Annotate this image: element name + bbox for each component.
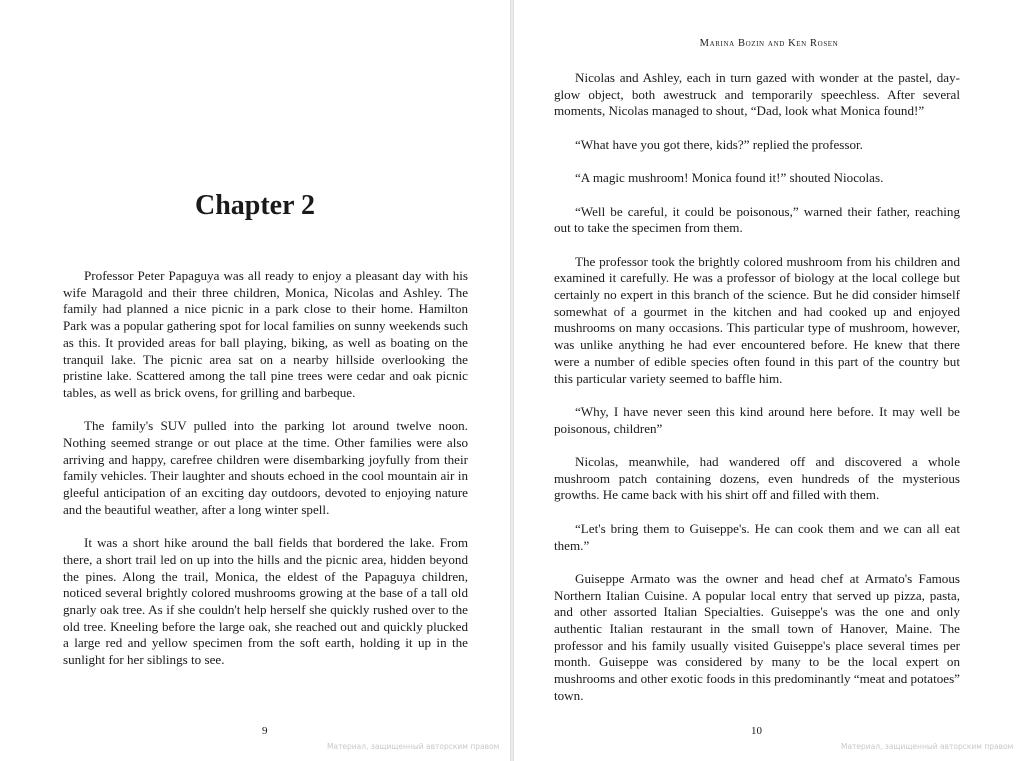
chapter-title: Chapter 2 <box>194 190 316 221</box>
paragraph: “What have you got there, kids?” replied the professor. <box>575 136 863 152</box>
page-number: 10 <box>751 725 762 737</box>
paragraph: It was a short hike around the ball fields that bordered the lake. From there, a short trail led on up into the hills and the picnic area, hidden beyond the pines. Along the trail, Monica, the eldest of the Papaguya children, noticed several brightly colored mushrooms growing at the base of a tall old gnarly oak tree. As if she couldn't help herself she quickly rushed over to the old tree. Kneeling before the large oak, she reached out and quickly plucked a large red and yellow specimen from the soft earth, holding it up in the sunlight for her siblings to see. <box>63 535 468 668</box>
copyright-watermark: Материал, защищенный авторским правом <box>841 742 1014 751</box>
page-number: 9 <box>262 725 268 737</box>
paragraph: “Well be careful, it could be poisonous,” warned their father, reaching out to take the specimen from them. <box>554 203 960 236</box>
running-head: Marina Bozin and Ken Rosen <box>699 38 839 49</box>
paragraph: The family's SUV pulled into the parking lot around twelve noon. Nothing seemed strange or out place at the time. Other families were also arriving and happy, carefree children were disembarking joyfully from their family vehicles. Their laughter and shouts echoed in the cool mountain air in gleeful anticipation of an exciting day outdoors, devoted to enjoying nature and the beautiful weather, after a long winter spell. <box>63 418 468 517</box>
paragraph: Nicolas and Ashley, each in turn gazed with wonder at the pastel, day-glow object, both awestruck and temporarily speechless. After several moments, Nicolas managed to shout, “Dad, look what Monica found!” <box>554 70 960 119</box>
left-page-body <box>63 268 468 686</box>
right-page <box>514 0 1024 761</box>
paragraph: Guiseppe Armato was the owner and head chef at Armato's Famous Northern Italian Cuisine. A popular local entry that served up pizza, pasta, and other assorted Italian Specialties. Guiseppe's was the one and only authentic Italian restaurant in the small town of Hanover, Maine. The professor and his family usually visited Guiseppe's place several times per month. Guiseppe was considered by many to be the local expert on mushrooms and other exotic foods in this predominantly “meat and potatoes” town. <box>554 570 960 703</box>
paragraph: The professor took the brightly colored mushroom from his children and examined it carefully. He was a professor of biology at the local college but certainly no expert in this branch of the science. But he did consider himself somewhat of a gourmet in the kitchen and had cooked up and enjoyed mushrooms on many occasions. This particular type of mushroom, however, was unlike anything he had ever encountered before. He knew that there were a number of edible species often found in this part of the country but this particular variety seemed to baffle him. <box>554 253 960 386</box>
left-page <box>0 0 510 761</box>
paragraph: “A magic mushroom! Monica found it!” shouted Niocolas. <box>575 170 884 186</box>
paragraph: Professor Peter Papaguya was all ready to enjoy a pleasant day with his wife Maragold and their three children, Monica, Nicolas and Ashley. The family had planned a nice picnic in a park close to their home. Hamilton Park was a popular gathering spot for local families on sunny weekends such as this. It provided areas for ball playing, biking, as well as boating on the tranquil lake. The picnic area sat on a nearby hillside overlooking the pristine lake. Scattered among the tall pine trees were cedar and oak picnic tables, as well as brick ovens, for grilling and barbeque. <box>63 268 468 400</box>
paragraph: Nicolas, meanwhile, had wandered off and discovered a whole mushroom patch containing dozens, even hundreds of the mysterious growths. He came back with his shirt off and filled with them. <box>554 454 960 503</box>
copyright-watermark: Материал, защищенный авторским правом <box>327 742 500 751</box>
right-page-body <box>554 70 960 721</box>
paragraph: “Why, I have never seen this kind around here before. It may well be poisonous, children” <box>554 403 960 436</box>
paragraph: “Let's bring them to Guiseppe's. He can cook them and we can all eat them.” <box>554 520 960 553</box>
